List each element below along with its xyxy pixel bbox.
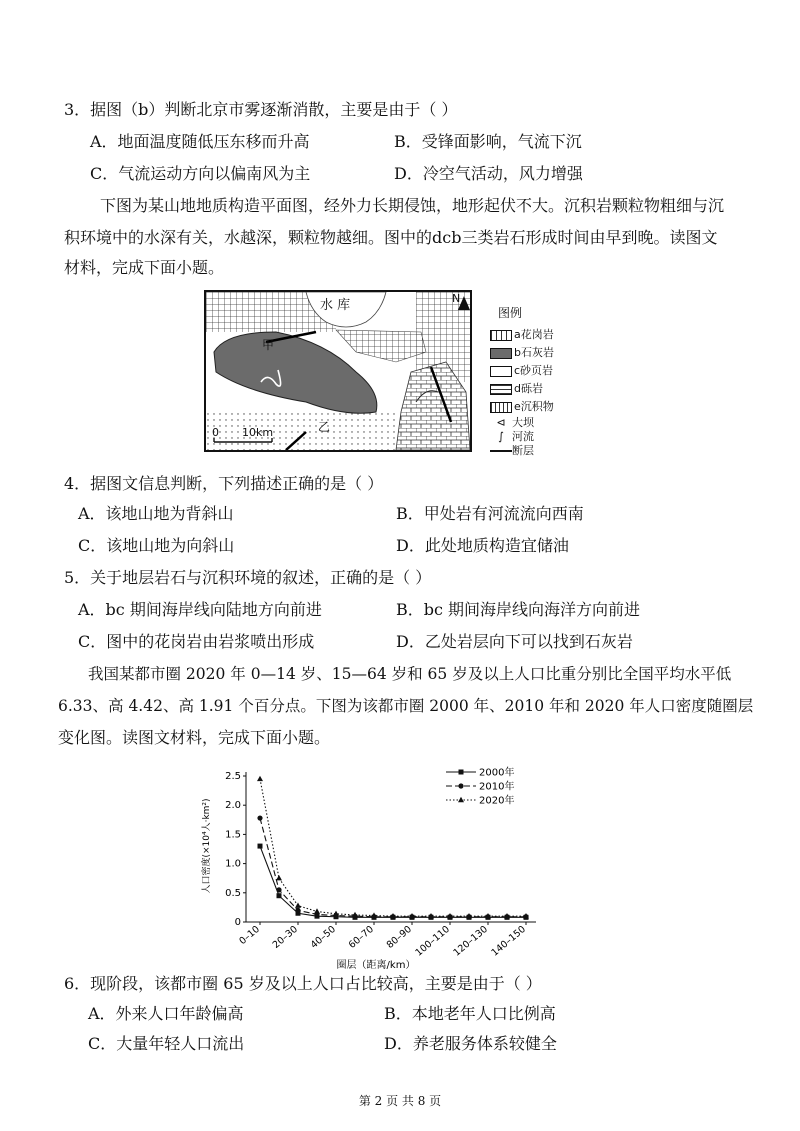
q3-option-d: D．冷空气活动，风力增强: [394, 164, 583, 183]
q6-option-c: C．大量年轻人口流出: [88, 1034, 245, 1053]
q4-stem: 4．据图文信息判断，下列描述正确的是（ ）: [64, 474, 384, 493]
conglomerate-swatch: [490, 384, 512, 395]
y-tick-label: 2.0: [225, 800, 241, 812]
x-axis-label: 圈层（距离/km）: [336, 960, 416, 971]
dam-icon: ⊲: [496, 416, 506, 429]
sediment-swatch: [490, 402, 512, 413]
x-tick-label: 40–50: [308, 923, 338, 951]
q3-option-a: A．地面温度随低压东移而升高: [90, 132, 310, 151]
q4-option-d: D．此处地质构造宜储油: [396, 536, 569, 555]
x-tick-label: 120–130: [451, 923, 490, 959]
yi-label: 乙: [318, 420, 331, 434]
legend-marker: [458, 783, 463, 788]
legend-granite: a花岗岩: [490, 326, 554, 338]
river-icon: ∫: [498, 430, 504, 443]
data-point: [257, 815, 262, 820]
intro1-line1: 下图为某山地地质构造平面图，经外力长期侵蚀，地形起伏不大。沉积岩颗粒物粗细与沉: [100, 196, 725, 215]
legend-marker: [458, 797, 464, 802]
y-tick-label: 2.5: [225, 771, 241, 782]
limestone-swatch: [490, 348, 512, 359]
q6-option-d: D．养老服务体系较健全: [384, 1034, 557, 1053]
legend-sandshale: c砂页岩: [490, 362, 553, 374]
q3-option-c: C．气流运动方向以偏南风为主: [90, 164, 311, 183]
y-tick-label: 0: [234, 917, 241, 928]
legend-title: 图例: [498, 306, 523, 320]
geology-map: [204, 290, 472, 452]
x-tick-label: 140–150: [489, 923, 528, 959]
x-tick-label: 60–70: [346, 923, 376, 951]
x-tick-label: 100–110: [413, 923, 452, 959]
data-point: [295, 902, 301, 907]
chart-legend: [446, 766, 514, 807]
data-point: [295, 908, 300, 913]
data-point: [276, 875, 282, 880]
x-tick-label: 80–90: [384, 923, 414, 951]
data-point: [277, 893, 282, 898]
map-legend: [476, 290, 574, 457]
q6-option-a: A．外来人口年龄偏高: [88, 1004, 244, 1023]
data-point: [257, 776, 263, 781]
chart-svg: [196, 760, 556, 972]
legend-dam: ⊲ 大坝: [490, 414, 534, 426]
q6-option-b: B．本地老年人口比例高: [384, 1004, 556, 1023]
y-axis-label: 人口密度(×10⁴人·km²): [202, 798, 212, 894]
q5-stem: 5．关于地层岩石与沉积环境的叙述，正确的是（ ）: [64, 568, 432, 587]
fault-icon: [490, 450, 512, 452]
y-tick-label: 1.0: [225, 858, 241, 870]
q5-option-d: D．乙处岩层向下可以找到石灰岩: [396, 632, 633, 651]
legend-label: 2010年: [479, 781, 515, 793]
sediment-area: [206, 412, 396, 450]
q5-option-c: C．图中的花岗岩由岩浆喷出形成: [78, 632, 315, 651]
legend-conglomerate: d砾岩: [490, 380, 543, 392]
y-tick-label: 1.5: [225, 829, 241, 841]
x-tick-label: 20–30: [270, 923, 300, 951]
legend-label: 2000年: [479, 767, 515, 779]
sandshale-band: [336, 330, 426, 362]
q3-option-b: B．受锋面影响，气流下沉: [394, 132, 582, 151]
data-point: [258, 844, 263, 849]
q4-option-c: C．该地山地为向斜山: [78, 536, 235, 555]
scale-zero-label: 0: [212, 426, 219, 439]
intro2-line3: 变化图。读图文材料，完成下面小题。: [58, 728, 331, 747]
q5-option-a: A．bc 期间海岸线向陆地方向前进: [78, 600, 322, 619]
north-label: N: [452, 292, 461, 305]
legend-fault: 断层: [490, 442, 534, 454]
population-density-chart: [196, 760, 556, 972]
sandshale-swatch: [490, 366, 512, 377]
data-point: [314, 908, 320, 913]
intro2-line1: 我国某都市圈 2020 年 0—14 岁、15—64 岁和 65 岁及以上人口比重分别比全国平均水平低: [88, 665, 732, 683]
legend-limestone: b石灰岩: [490, 344, 554, 356]
q5-option-b: B．bc 期间海岸线向海洋方向前进: [396, 600, 641, 619]
x-tick-label: 0–10: [237, 923, 262, 948]
jia-label: 甲: [262, 338, 275, 352]
q6-stem: 6．现阶段，该都市圈 65 岁及以上人口占比较高，主要是由于（ ）: [64, 974, 542, 993]
granite-swatch: [490, 330, 512, 341]
data-point: [333, 911, 339, 916]
legend-sediment: e沉积物: [490, 398, 554, 410]
scale-label: 10km: [242, 426, 274, 439]
q3-stem: 3．据图（b）判断北京市雾逐渐消散，主要是由于（ ）: [64, 100, 458, 119]
legend-river: ∫ 河流: [490, 428, 534, 440]
intro1-line2: 积环境中的水深有关，水越深，颗粒物越细。图中的dcb三类岩石形成时间由早到晚。读图文: [64, 228, 718, 247]
intro1-line3: 材料，完成下面小题。: [64, 258, 225, 277]
q4-option-b: B．甲处岩有河流流向西南: [396, 504, 584, 523]
reservoir-label: 水 库: [320, 298, 351, 313]
intro2-line2: 6.33、高 4.42、高 1.91 个百分点。下图为该都市圈 2000 年、2010 年和 2020 年人口密度随圈层: [58, 697, 754, 715]
series-line-2010年: [260, 818, 526, 917]
data-point: [276, 887, 281, 892]
legend-marker: [459, 770, 464, 775]
page-footer: 第 2 页 共 8 页: [358, 1094, 442, 1108]
legend-label: 2020年: [479, 795, 515, 807]
q4-option-a: A．该地山地为背斜山: [78, 504, 234, 523]
y-tick-label: 0.5: [225, 887, 241, 899]
